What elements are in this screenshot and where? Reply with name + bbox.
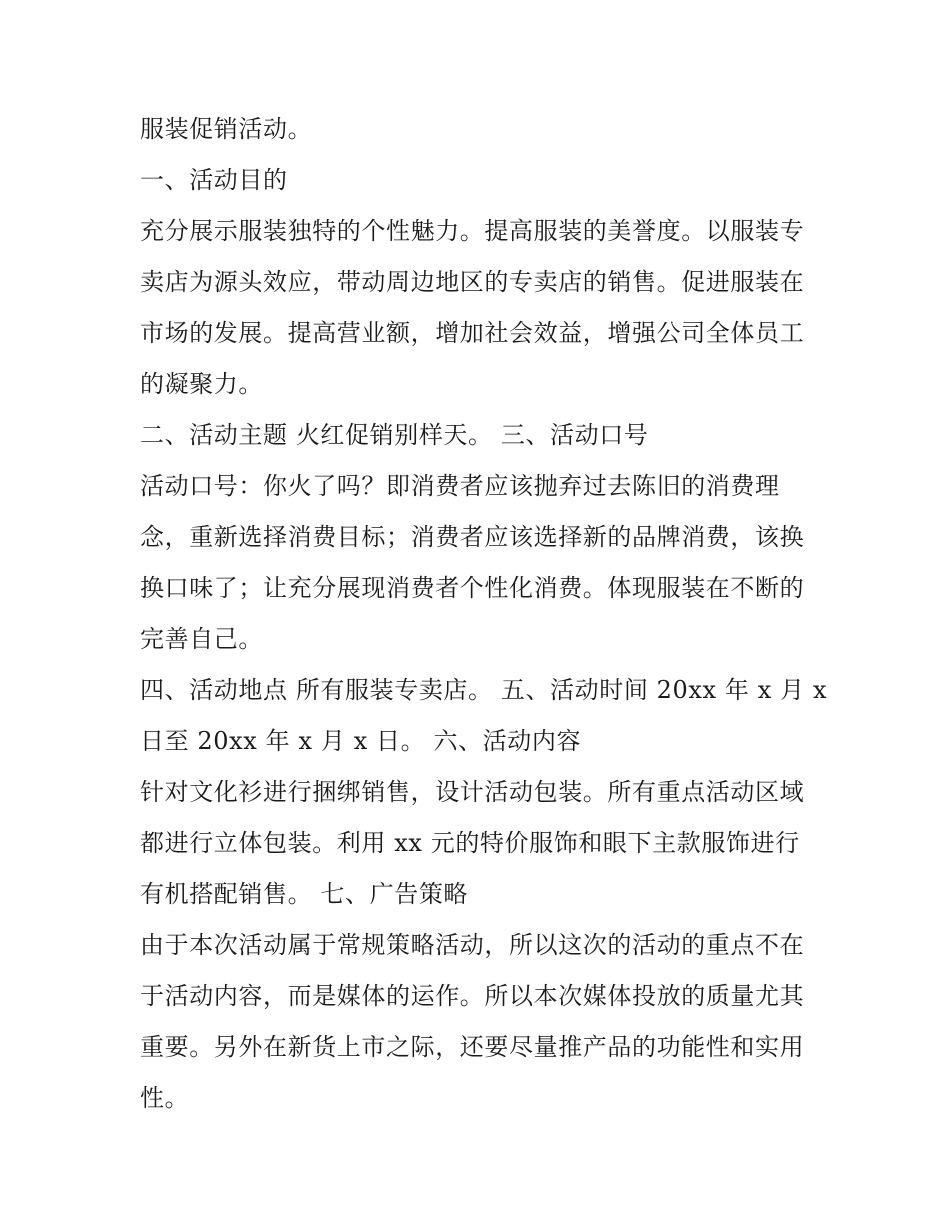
text-line: 活动口号：你火了吗？即消费者应该抛弃过去陈旧的消费理 — [140, 472, 780, 500]
text-line: 的凝聚力。 — [140, 370, 263, 398]
text-line: 有机搭配销售。 七、广告策略 — [140, 880, 469, 908]
text-line: 换口味了；让充分展现消费者个性化消费。体现服装在不断的 — [140, 574, 805, 602]
text-line: 性。 — [140, 1084, 190, 1112]
text-line: 服装促销活动。 — [140, 115, 313, 143]
document-body — [140, 104, 828, 1124]
text-line: 于活动内容，而是媒体的运作。所以本次媒体投放的质量尤其 — [140, 982, 805, 1010]
section-heading: 一、活动目的 — [140, 166, 288, 194]
section-heading: 二、活动主题 火红促销别样天。 三、活动口号 — [140, 421, 649, 449]
text-line: 卖店为源头效应，带动周边地区的专卖店的销售。促进服装在 — [140, 268, 805, 296]
text-line: 针对文化衫进行捆绑销售，设计活动包装。所有重点活动区域 — [140, 778, 805, 806]
text-line: 由于本次活动属于常规策略活动，所以这次的活动的重点不在 — [140, 931, 805, 959]
text-line: 都进行立体包装。利用 xx 元的特价服饰和眼下主款服饰进行 — [140, 829, 800, 857]
text-line: 完善自己。 — [140, 625, 263, 653]
text-line: 日至 20xx 年 x 月 x 日。 六、活动内容 — [140, 727, 582, 755]
text-line: 充分展示服装独特的个性魅力。提高服装的美誉度。以服装专 — [140, 217, 805, 245]
section-heading: 四、活动地点 所有服装专卖店。 五、活动时间 20xx 年 x 月 x — [140, 676, 828, 704]
text-line: 念，重新选择消费目标；消费者应该选择新的品牌消费，该换 — [140, 523, 805, 551]
text-line: 市场的发展。提高营业额，增加社会效益，增强公司全体员工 — [140, 319, 805, 347]
text-line: 重要。另外在新货上市之际，还要尽量推产品的功能性和实用 — [140, 1033, 805, 1061]
